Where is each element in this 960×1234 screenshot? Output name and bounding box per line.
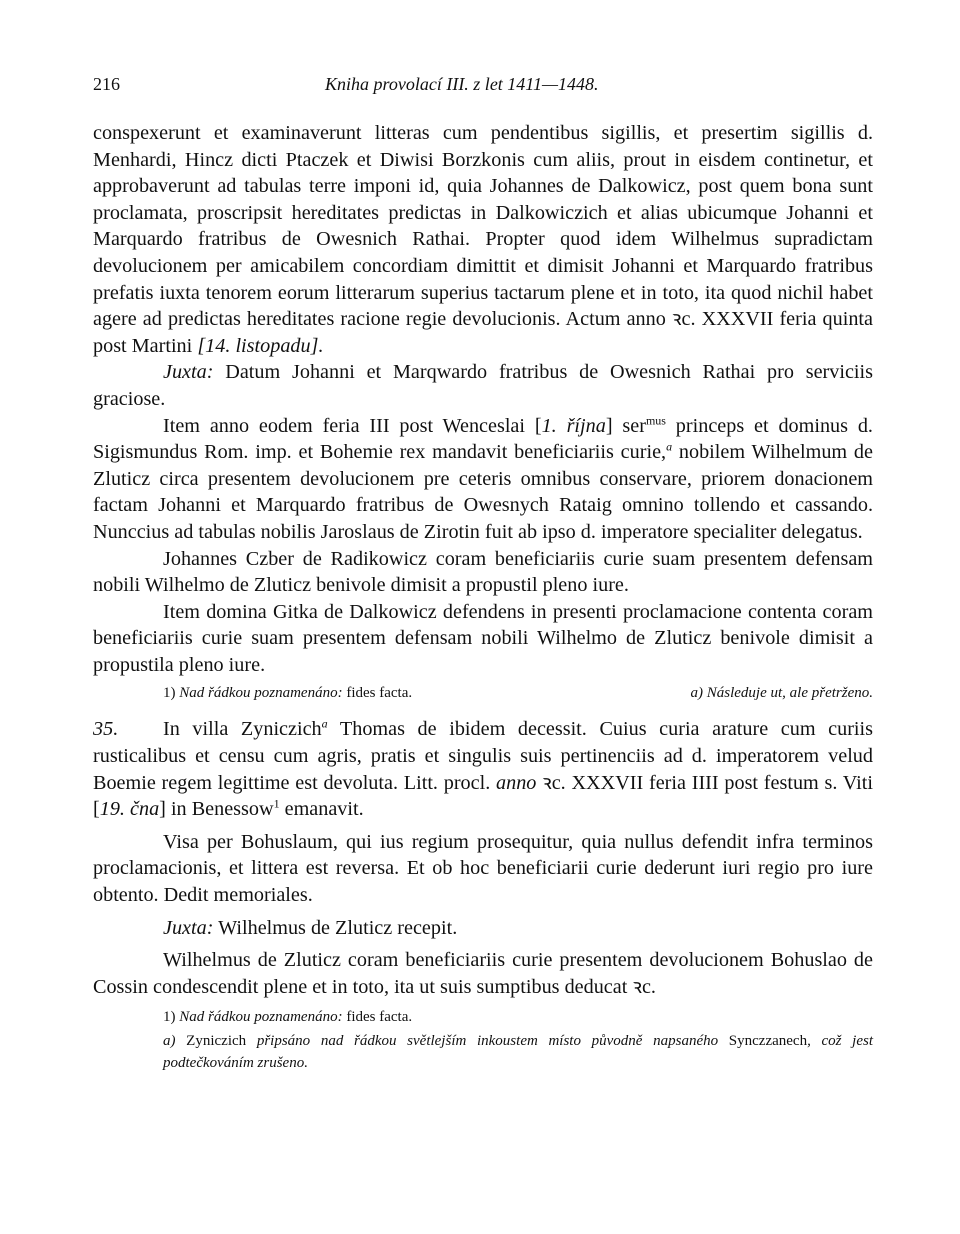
entry-35: 35. In villa Zyniczich$^a$ Thomas de ibidem decessit. Cuius curia arature cum curiis rusticalibus et censu cum agris, pratis et singulis suis pertinenciis ad d. imperatorem velud Boemie regem legittime est devoluta. Litt. procl. anno ꝛc. XXXVII feria IIII post festum s. Viti [19. čna] in Benessow$^1$ emanavit. [93, 716, 873, 821]
date-note: 1. října [541, 414, 606, 437]
paragraph-juxta: Juxta: Wilhelmus de Zluticz recepit. [163, 916, 458, 939]
running-title: Kniha provolací III. z let 1411—1448. [325, 74, 599, 94]
paragraph: Item domina Gitka de Dalkowicz defendens in presenti proclamacione contenta coram beneficiariis curie suam presentem defensam nobili Wilhelmo de Zluticz benivole dimisit a propustila pleno iure. [93, 600, 873, 676]
footnote-1: 1) Nad řádkou poznamenáno: fides facta. [163, 1009, 413, 1026]
footnote-marker: 1 [273, 796, 280, 811]
juxta-label: Juxta: [163, 361, 214, 384]
page-number: 216 [93, 74, 120, 94]
date-note: [14. listopadu]. [197, 334, 324, 357]
paragraph: Visa per Bohuslaum, qui ius regium prosequitur, quia nullus defendit infra terminos proclamacionis, et littera est reversa. Et ob hoc beneficiarii curie dederunt iuri regio pro iure obtento. Dedit memoriales. [93, 830, 873, 907]
footnote-a: a) Zyniczich připsáno nad řádkou světlejším inkoustem místo původně napsaného Synczzanech, což jest podtečkováním zrušeno. [163, 1033, 874, 1072]
juxta-label: Juxta: [163, 916, 214, 939]
footnote-1: 1) Nad řádkou poznamenáno: fides facta. [163, 685, 413, 702]
superscript: mus [645, 412, 666, 427]
footnote-marker: a [666, 439, 673, 454]
page-body [93, 120, 873, 1074]
paragraph: Wilhelmus de Zluticz coram beneficiariis curie presentem devolucionem Bohuslao de Cossin condescendit plene et in toto, ita ut suis sumptibus deducat ꝛc. [93, 949, 873, 998]
paragraph: Johannes Czber de Radikowicz coram beneficiariis curie suam presentem defensam nobili Wilhelmo de Zluticz benivole dimisit a propustil pleno iure. [93, 547, 873, 597]
footnote-a: a) Následuje ut, ale přetrženo. [690, 685, 873, 702]
paragraph-juxta: Juxta: Datum Johanni et Marqwardo fratribus de Owesnich Rathai pro serviciis graciose. [93, 361, 873, 410]
date-note: 19. čna [99, 798, 160, 821]
entry-number: 35. [93, 718, 119, 741]
paragraph: conspexerunt et examinaverunt litteras cum pendentibus sigillis, et presertim sigillis d. Menhardi, Hincz dicti Ptaczek et Diwisi Borzkonis cum aliis, prout in eisdem continetur, et approbaverunt ad tabulas terre imponi id, quia Johannes de Dalkowicz, post quem bona sunt proclamata, proscripsit hereditates predictas in Dalkowiczich et alias ubicumque Johanni et Marquardo fratribus de Owesnich Rathai. Propter quod idem Wilhelmus supradictam devolucionem per amicabilem concordiam dimittit et dimisit Johanni et Marquardo fratribus prefatis iuxta tenorem eorum litterarum superius tactarum plene et in toto, ita quod nichil habet agere ad predictas hereditates racione regie devolucionis. Actum anno ꝛc. XXXVII feria quinta post Martini [14. listopadu]. [93, 122, 873, 357]
footnote-marker: a [321, 716, 328, 731]
paragraph: Item anno eodem feria III post Wenceslai [1. října] ser$^{mus}$ princeps et dominus d. Sigismundus Rom. imp. et Bohemie rex mandavit beneficiariis curie,$^a$ nobilem Wilhelmum de Zluticz circa presentem devolucionem pre ceteris omnibus conservare, priorem donacionem factam Johanni et Marquardo fratribus de Owesnych Rataig omnino tollendo et cassando. Nunccius ad tabulas nobilis Jaroslaus de Zirotin fuit ab ipso d. imperatore specialiter delegatus. [93, 412, 873, 543]
page-header [93, 74, 873, 100]
footnotes [93, 682, 873, 704]
